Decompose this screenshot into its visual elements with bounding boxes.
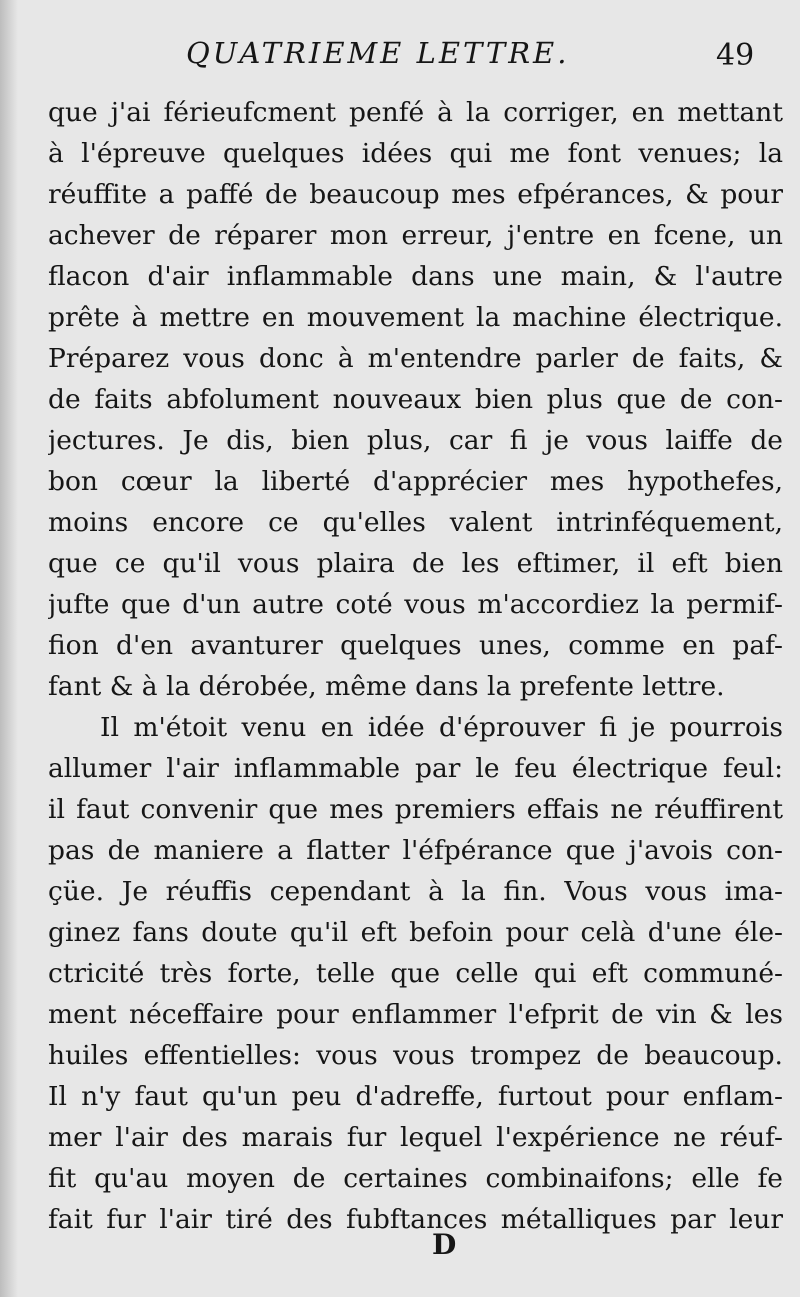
text-line: ginez fans doute qu'il eft befoin pour celà d'une éle- bbox=[48, 917, 783, 948]
text-line: de faits abfolument nouveaux bien plus que de con- bbox=[48, 384, 783, 415]
signature-mark: D bbox=[432, 1228, 457, 1261]
text-line: prête à mettre en mouvement la machine électrique. bbox=[48, 302, 783, 333]
text-line: il faut convenir que mes premiers effais ne réuffirent bbox=[48, 794, 783, 825]
text-line: flacon d'air inflammable dans une main, & l'autre bbox=[48, 261, 783, 292]
text-line: pas de maniere a flatter l'éfpérance que j'avois con- bbox=[48, 835, 783, 866]
text-line: mer l'air des marais fur lequel l'expérience ne réuf- bbox=[48, 1122, 783, 1153]
text-line: allumer l'air inflammable par le feu électrique feul: bbox=[48, 753, 783, 784]
text-line: bon cœur la liberté d'apprécier mes hypothefes, bbox=[48, 466, 783, 497]
text-line: ctricité très forte, telle que celle qui eft communé- bbox=[48, 958, 783, 989]
text-line: jufte que d'un autre coté vous m'accordiez la permif- bbox=[48, 589, 783, 620]
text-line: fit qu'au moyen de certaines combinaifons; elle fe bbox=[48, 1163, 783, 1194]
text-line: à l'épreuve quelques idées qui me font venues; la bbox=[48, 138, 783, 169]
page-number: 49 bbox=[716, 38, 755, 73]
text-line: achever de réparer mon erreur, j'entre en fcene, un bbox=[48, 220, 783, 251]
text-line: que ce qu'il vous plaira de les eftimer, il eft bien bbox=[48, 548, 783, 579]
text-line-paragraph-start: Il m'étoit venu en idée d'éprouver fi je pourrois bbox=[100, 712, 783, 743]
text-line: ment néceffaire pour enflammer l'efprit de vin & les bbox=[48, 999, 783, 1030]
text-line: huiles effentielles: vous vous trompez de beaucoup. bbox=[48, 1040, 783, 1071]
running-head bbox=[0, 0, 800, 90]
text-line: réuffite a paffé de beaucoup mes efpérances, & pour bbox=[48, 179, 783, 210]
running-title: QUATRIEME LETTRE. bbox=[186, 36, 570, 70]
text-line-paragraph-end: fant & à la dérobée, même dans la prefente lettre. bbox=[48, 671, 725, 702]
text-line: Il n'y faut qu'un peu d'adreffe, furtout pour enflam- bbox=[48, 1081, 783, 1112]
text-line: Préparez vous donc à m'entendre parler de faits, & bbox=[48, 343, 783, 374]
text-line: jectures. Je dis, bien plus, car fi je vous laiffe de bbox=[48, 425, 783, 456]
text-line: fion d'en avanturer quelques unes, comme en paf- bbox=[48, 630, 783, 661]
text-line: moins encore ce qu'elles valent intrinféquement, bbox=[48, 507, 783, 538]
text-line: fait fur l'air tiré des fubftances métalliques par leur bbox=[48, 1204, 783, 1235]
text-line: çüe. Je réuffis cependant à la fin. Vous vous ima- bbox=[48, 876, 783, 907]
page-gutter-shadow bbox=[0, 0, 18, 1297]
text-line: que j'ai férieufcment penfé à la corriger, en mettant bbox=[48, 97, 783, 128]
body-text bbox=[48, 92, 783, 1240]
